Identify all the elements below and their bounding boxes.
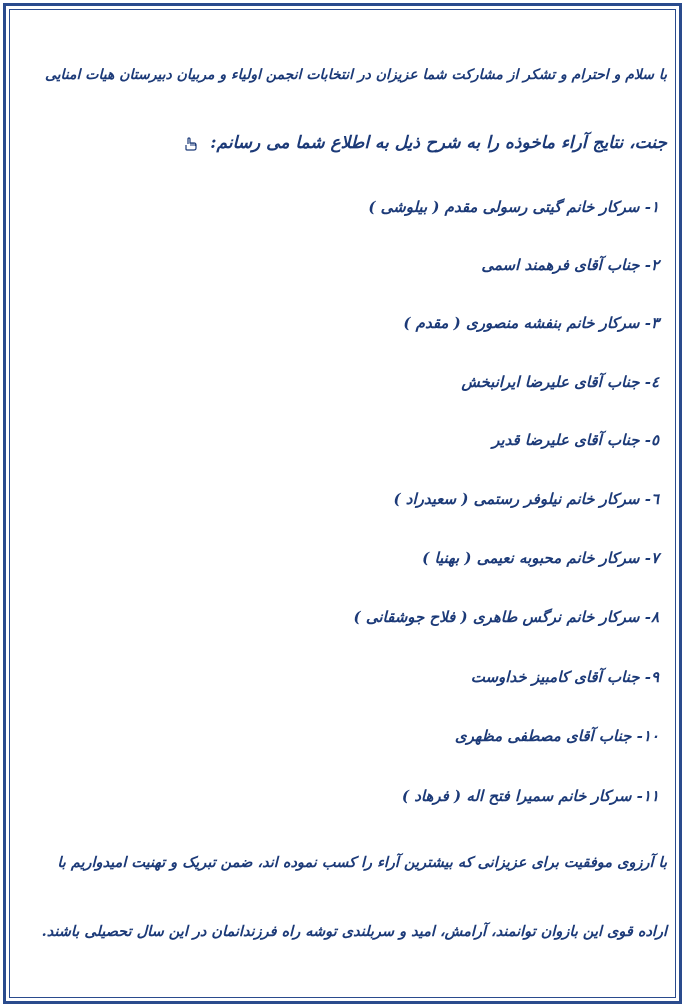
list-item-text: ۹- جناب آقای کامبیز خداوست <box>470 668 659 686</box>
list-item-text: ۱- سرکار خانم گیتی رسولی مقدم ( بیلوشی ) <box>368 198 659 216</box>
list-item-text: ۲- جناب آقای فرهمند اسمی <box>481 256 659 274</box>
closing-text-1: با آرزوی موفقیت برای عزیزانی که بیشترین آراء را کسب نموده اند، ضمن تبریک و تهنیت امیدواریم با <box>57 854 667 871</box>
list-item <box>18 375 659 390</box>
list-item <box>18 316 659 331</box>
intro-text-1: با سلام و احترام و تشکر از مشارکت شما عزیزان در انتخابات انجمن اولیاء و مربیان دبیرستان هیات امنایی <box>44 67 667 83</box>
list-item-text: ٦- سرکار خانم نیلوفر رستمی ( سعیدراد ) <box>393 490 659 508</box>
list-item <box>18 433 659 448</box>
list-item <box>18 551 659 566</box>
list-item <box>18 200 659 215</box>
intro-line-1 <box>18 68 667 82</box>
list-item-text: ۸- سرکار خانم نرگس طاهری ( فلاح جوشقانی ) <box>353 608 659 626</box>
list-item <box>18 789 659 804</box>
list-item <box>18 258 659 273</box>
closing-text-2: اراده قوی این بازوان توانمند، آرامش، امید و سربلندی توشه راه فرزندانمان در این سال تحصیلی باشند. <box>41 923 667 940</box>
closing-line-1 <box>18 856 667 871</box>
list-item-text: ۱۱- سرکار خانم سمیرا فتح اله ( فرهاد ) <box>401 787 659 805</box>
list-item-text: ٤- جناب آقای علیرضا ایرانبخش <box>461 373 659 391</box>
list-item <box>18 670 659 685</box>
list-item <box>18 729 659 744</box>
list-item-text: ۱۰- جناب آقای مصطفی مظهری <box>454 727 659 745</box>
list-item <box>18 610 659 625</box>
list-item-text: ۷- سرکار خانم محبوبه نعیمی ( بهنیا ) <box>422 549 659 567</box>
list-item <box>18 492 659 507</box>
intro-text-2: جنت، نتایج آراء ماخوذه را به شرح ذیل به اطلاع شما می رسانم: <box>210 133 667 153</box>
closing-line-2 <box>18 925 667 940</box>
intro-line-2 <box>18 135 667 152</box>
announcement-body <box>18 18 667 989</box>
pointing-hand-icon <box>184 137 200 151</box>
list-item-text: ٥- جناب آقای علیرضا قدیر <box>492 431 659 449</box>
list-item-text: ۳- سرکار خانم بنفشه منصوری ( مقدم ) <box>403 314 659 332</box>
